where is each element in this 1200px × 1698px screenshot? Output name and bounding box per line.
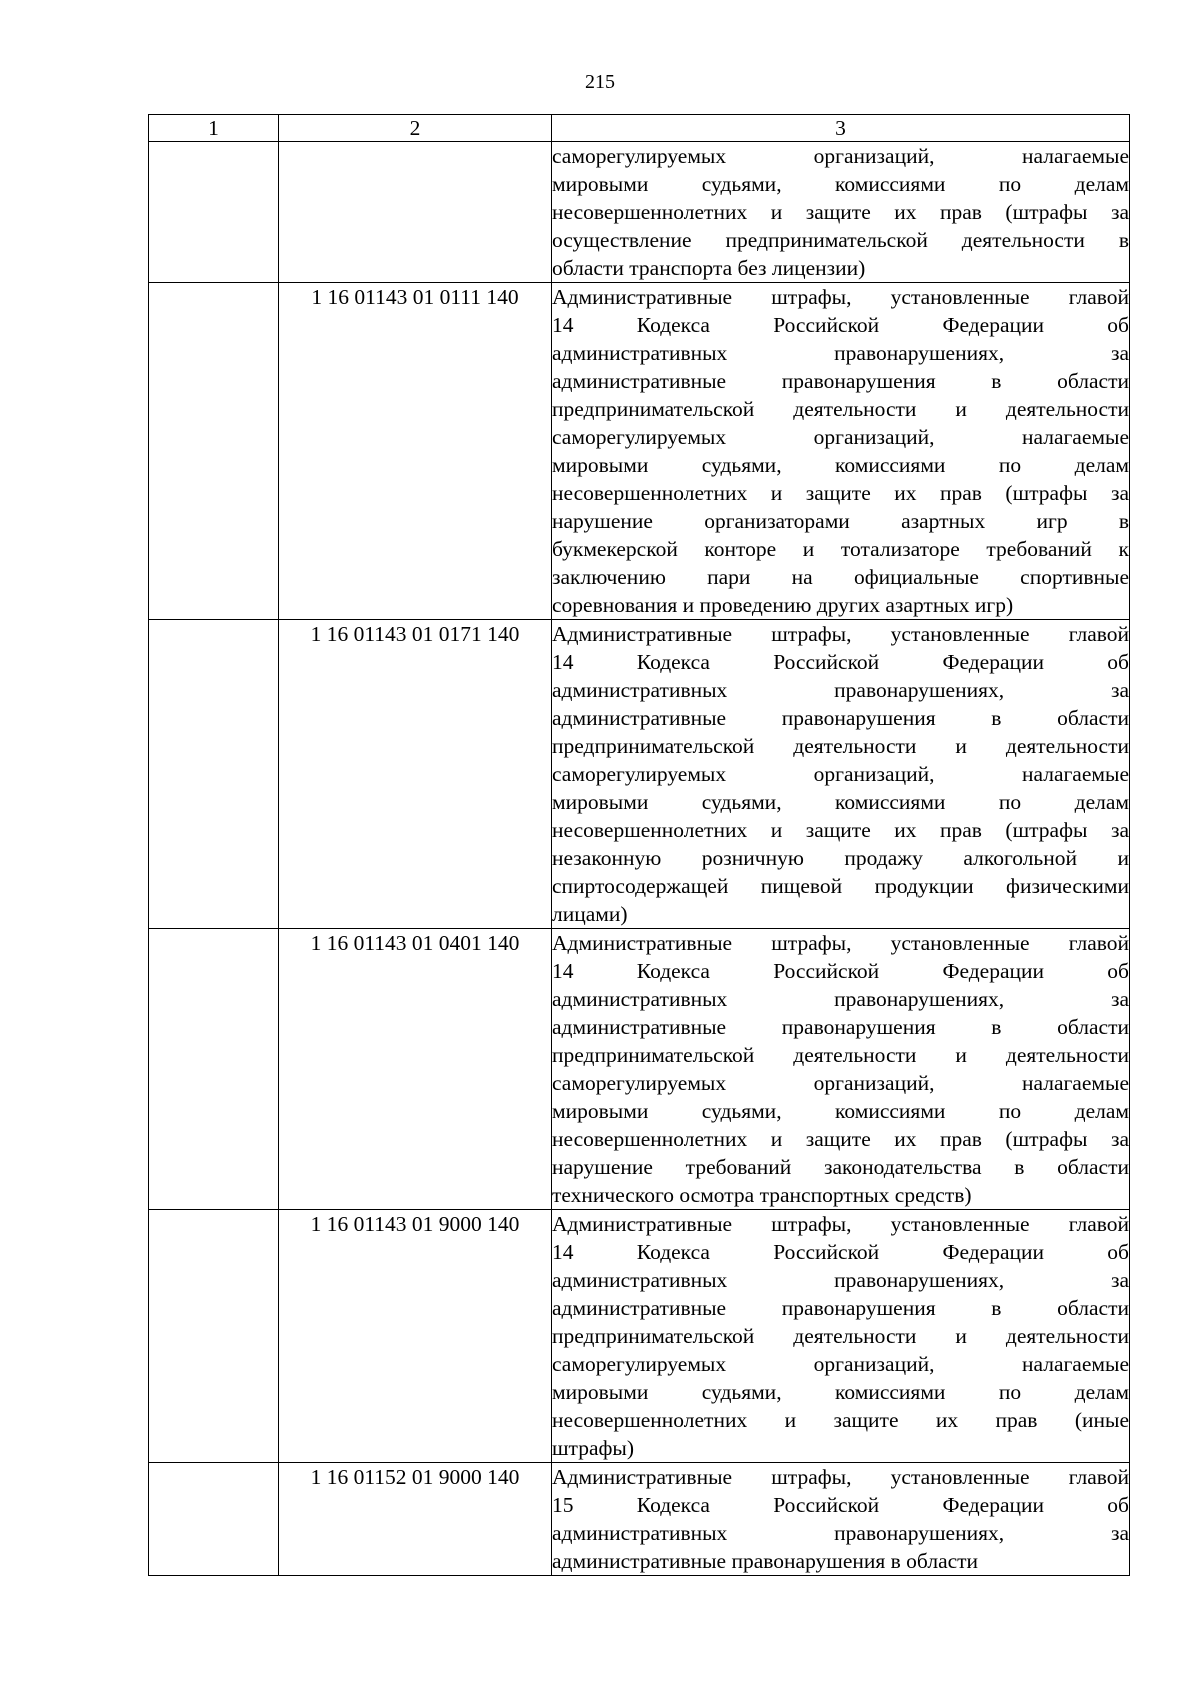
description-line: Административные штрафы, установленные главой <box>552 622 1129 646</box>
description-line: административных правонарушениях, за <box>552 678 1129 702</box>
description-line: предпринимательской деятельности и деятельности <box>552 1324 1129 1348</box>
description-cell <box>552 1463 1130 1576</box>
description-line: осуществление предпринимательской деятельности в <box>552 228 1129 252</box>
description-line: саморегулируемых организаций, налагаемые <box>552 425 1129 449</box>
description-line: букмекерской конторе и тотализаторе требований к <box>552 537 1129 561</box>
column-header-2: 2 <box>279 115 552 142</box>
description-cell <box>552 620 1130 929</box>
description-line: нарушение организаторами азартных игр в <box>552 509 1129 533</box>
description-line: Административные штрафы, установленные главой <box>552 1465 1129 1489</box>
description-line: предпринимательской деятельности и деятельности <box>552 1043 1129 1067</box>
table-header-row <box>149 115 1130 142</box>
description-line: несовершеннолетних и защите их прав (штрафы за <box>552 1127 1129 1151</box>
description-line: административных правонарушениях, за <box>552 1268 1129 1292</box>
budget-code-cell: 1 16 01143 01 0171 140 <box>279 620 552 929</box>
column-header-3: 3 <box>552 115 1130 142</box>
budget-code-cell: 1 16 01143 01 0401 140 <box>279 929 552 1210</box>
description-line: административные правонарушения в области <box>552 369 1129 393</box>
description-line: мировыми судьями, комиссиями по делам <box>552 790 1129 814</box>
description-line: мировыми судьями, комиссиями по делам <box>552 453 1129 477</box>
description-line: незаконную розничную продажу алкогольной и <box>552 846 1129 870</box>
description-line: несовершеннолетних и защите их прав (штрафы за <box>552 200 1129 224</box>
table-row <box>149 283 1130 620</box>
table-row <box>149 142 1130 283</box>
page-number: 215 <box>585 71 615 93</box>
description-line: административные правонарушения в области <box>552 1296 1129 1320</box>
cell-column-1 <box>149 929 279 1210</box>
description-line: саморегулируемых организаций, налагаемые <box>552 144 1129 168</box>
description-line: административных правонарушениях, за <box>552 1521 1129 1545</box>
budget-code-cell: 1 16 01152 01 9000 140 <box>279 1463 552 1576</box>
column-header-1: 1 <box>149 115 279 142</box>
table-row <box>149 1210 1130 1463</box>
description-line: несовершеннолетних и защите их прав (иные <box>552 1408 1129 1432</box>
description-line: мировыми судьями, комиссиями по делам <box>552 172 1129 196</box>
description-line: мировыми судьями, комиссиями по делам <box>552 1099 1129 1123</box>
description-cell <box>552 283 1130 620</box>
description-line: административных правонарушениях, за <box>552 987 1129 1011</box>
description-line: Административные штрафы, установленные главой <box>552 1212 1129 1236</box>
description-line: саморегулируемых организаций, налагаемые <box>552 1352 1129 1376</box>
description-line: Административные штрафы, установленные главой <box>552 931 1129 955</box>
table-row <box>149 929 1130 1210</box>
description-line: технического осмотра транспортных средств) <box>552 1183 972 1207</box>
description-line: предпринимательской деятельности и деятельности <box>552 734 1129 758</box>
description-cell <box>552 929 1130 1210</box>
description-line: административные правонарушения в области <box>552 1015 1129 1039</box>
description-line: несовершеннолетних и защите их прав (штрафы за <box>552 818 1129 842</box>
description-line: административных правонарушениях, за <box>552 341 1129 365</box>
description-line: соревнования и проведению других азартных игр) <box>552 593 1014 617</box>
description-line: спиртосодержащей пищевой продукции физическими <box>552 874 1129 898</box>
description-line: предпринимательской деятельности и деятельности <box>552 397 1129 421</box>
description-line: 14 Кодекса Российской Федерации об <box>552 313 1129 337</box>
description-line: административные правонарушения в области <box>552 1549 979 1573</box>
budget-classification-table <box>148 114 1130 1576</box>
description-line: 14 Кодекса Российской Федерации об <box>552 1240 1129 1264</box>
description-line: заключению пари на официальные спортивные <box>552 565 1129 589</box>
description-line: 15 Кодекса Российской Федерации об <box>552 1493 1129 1517</box>
description-line: лицами) <box>552 902 628 926</box>
cell-column-1 <box>149 283 279 620</box>
description-line: нарушение требований законодательства в области <box>552 1155 1129 1179</box>
budget-code-cell <box>279 142 552 283</box>
budget-code-cell: 1 16 01143 01 0111 140 <box>279 283 552 620</box>
cell-column-1 <box>149 1463 279 1576</box>
description-line: Административные штрафы, установленные главой <box>552 285 1129 309</box>
description-line: саморегулируемых организаций, налагаемые <box>552 1071 1129 1095</box>
table-row <box>149 620 1130 929</box>
description-line: 14 Кодекса Российской Федерации об <box>552 959 1129 983</box>
description-line: административные правонарушения в области <box>552 706 1129 730</box>
cell-column-1 <box>149 1210 279 1463</box>
table-body <box>149 142 1130 1576</box>
cell-column-1 <box>149 142 279 283</box>
description-line: штрафы) <box>552 1436 635 1460</box>
description-cell <box>552 142 1130 283</box>
description-line: несовершеннолетних и защите их прав (штрафы за <box>552 481 1129 505</box>
budget-code-cell: 1 16 01143 01 9000 140 <box>279 1210 552 1463</box>
description-line: саморегулируемых организаций, налагаемые <box>552 762 1129 786</box>
description-cell <box>552 1210 1130 1463</box>
table-row <box>149 1463 1130 1576</box>
cell-column-1 <box>149 620 279 929</box>
description-line: мировыми судьями, комиссиями по делам <box>552 1380 1129 1404</box>
description-line: 14 Кодекса Российской Федерации об <box>552 650 1129 674</box>
description-line: области транспорта без лицензии) <box>552 256 866 280</box>
